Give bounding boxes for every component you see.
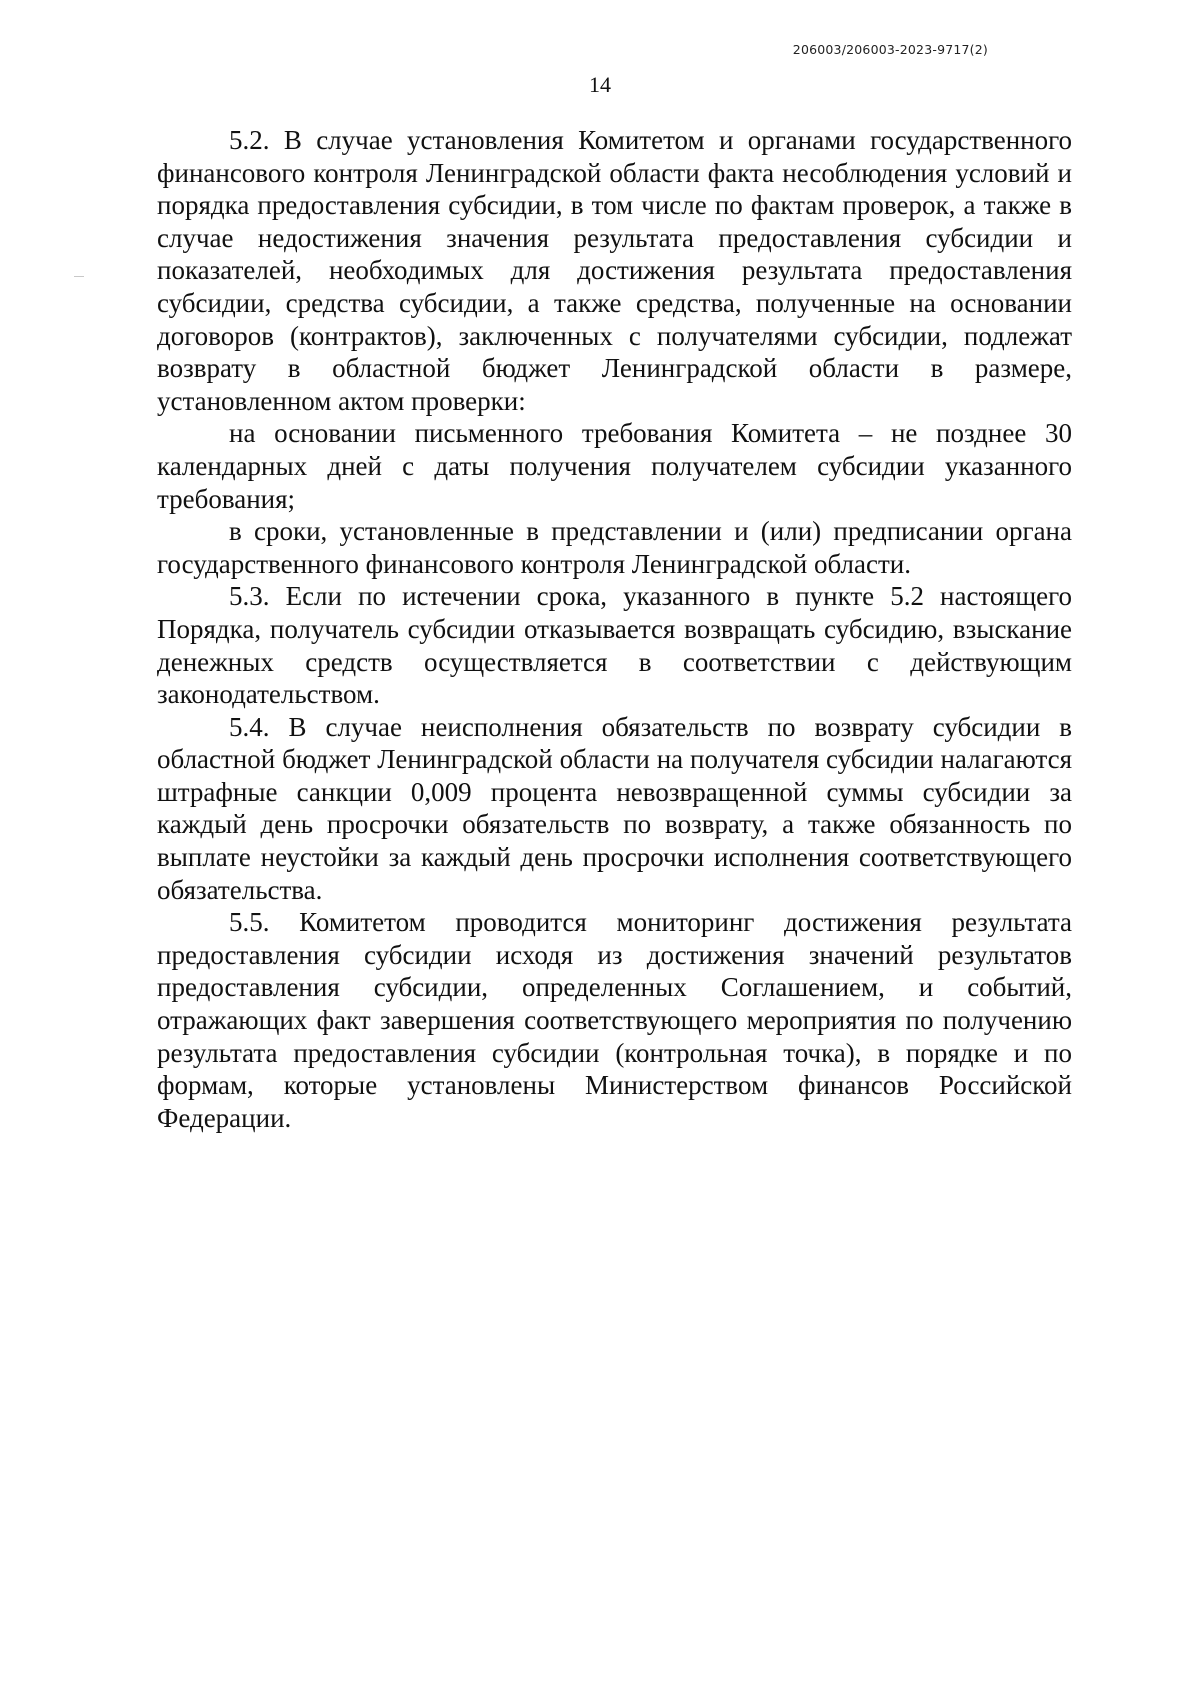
paragraph-5-2: 5.2. В случае установления Комитетом и органами государственного финансового контроля Ленинградской области факта несоблюдения условий и порядка предоставления субсидии, в том числе по фактам проверок, а также в случае недостижения значения результата предоставления субсидии и показателей, необходимых для достижения результата предоставления субсидии, средства субсидии, а также средства, полученные на основании договоров (контрактов), заключенных с получателями субсидии, подлежат возврату в областной бюджет Ленинградской области в размере, установленном актом проверки:	[157, 125, 1072, 416]
document-body	[157, 124, 1072, 1134]
paragraph-5-5: 5.5. Комитетом проводится мониторинг достижения результата предоставления субсидии исходя из достижения значений результатов предоставления субсидии, определенных Соглашением, и событий, отражающих факт завершения соответствующего мероприятия по получению результата предоставления субсидии (контрольная точка), в порядке и по формам, которые установлены Министерством финансов Российской Федерации.	[157, 907, 1072, 1133]
document-id: 206003/206003-2023-9717(2)	[792, 42, 988, 57]
paragraph-5-2-item-1: на основании письменного требования Комитета – не позднее 30 календарных дней с даты получения получателем субсидии указанного требования;	[157, 418, 1072, 514]
paragraph-5-4: 5.4. В случае неисполнения обязательств по возврату субсидии в областной бюджет Ленинградской области на получателя субсидии налагаются штрафные санкции 0,009 процента невозвращенной суммы субсидии за каждый день просрочки обязательств по возврату, а также обязанность по выплате неустойки за каждый день просрочки исполнения соответствующего обязательства.	[157, 711, 1072, 905]
page-number: 14	[589, 72, 611, 97]
paragraph-5-2-item-2: в сроки, установленные в представлении и (или) предписании органа государственного финансового контроля Ленинградской области.	[157, 516, 1072, 579]
paragraph-5-3: 5.3. Если по истечении срока, указанного в пункте 5.2 настоящего Порядка, получатель субсидии отказывается возвращать субсидию, взыскание денежных средств осуществляется в соответствии с действующим законодательством.	[157, 581, 1072, 710]
scan-edge-mark	[74, 276, 84, 277]
